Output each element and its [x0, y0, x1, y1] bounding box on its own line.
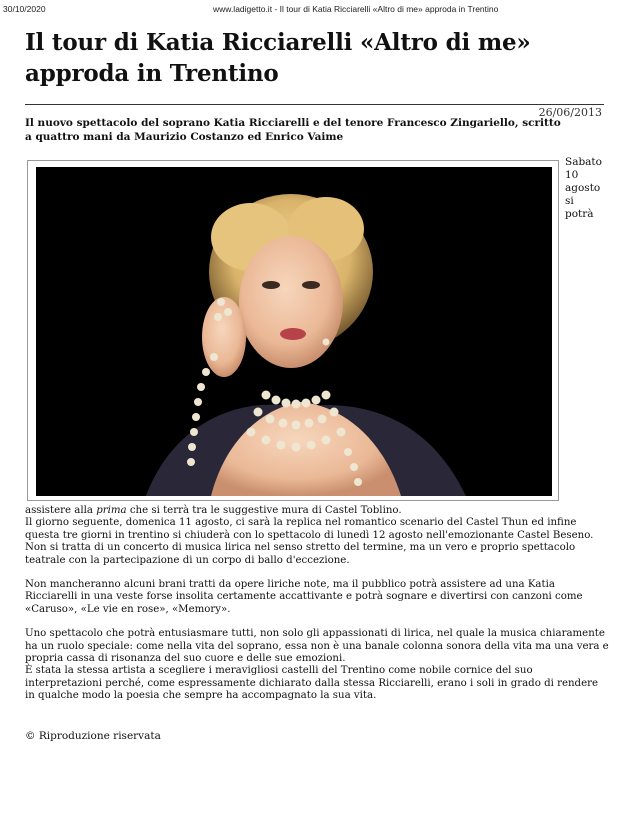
intro-word: 10 — [565, 169, 579, 181]
intro-line — [25, 505, 610, 517]
copyright-notice: © Riproduzione riservata — [25, 730, 161, 742]
portrait-illustration — [36, 167, 552, 496]
paragraph-dates: Il giorno seguente, domenica 11 agosto, ci sarà la replica nel romantico scenario del Castel Thun ed infine questa tre giorni in trentino si chiuderà con lo spettacolo di lunedì 12 agosto nell'emozionante Castel Beseno. — [25, 517, 594, 541]
article-title: Il tour di Katia Ricciarelli «Altro di me» approda in Trentino — [25, 29, 531, 87]
print-source-line: www.ladigetto.it - Il tour di Katia Ricciarelli «Altro di me» approda in Trentino — [213, 4, 499, 14]
intro-before: assistere alla — [25, 505, 97, 516]
publication-date: 26/06/2013 — [538, 106, 602, 119]
paragraph-castles: È stata la stessa artista a scegliere i meravigliosi castelli del Trentino come nobile cornice del suo interpretazioni perché, come espressamente dichiarato dalla stessa Ricciarelli, erano i soli in grado di rendere in qualche modo la poesia che sempre ha accompagnato la sua vita. — [25, 665, 599, 702]
article-photo-frame — [27, 160, 559, 501]
article-body — [25, 505, 610, 715]
article-subtitle: Il nuovo spettacolo del soprano Katia Ricciarelli e del tenore Francesco Zingariello, scritto a quattro mani da Maurizio Costanzo ed Enrico Vaime — [25, 117, 561, 143]
intro-word: potrà — [565, 208, 594, 220]
print-header — [0, 4, 629, 18]
intro-after: che si terrà tra le suggestive mura di Castel Toblino. — [126, 505, 402, 516]
title-divider — [25, 104, 604, 105]
intro-word: Sabato — [565, 156, 602, 168]
paragraph-repertoire: Non mancheranno alcuni brani tratti da opere liriche note, ma il pubblico potrà assistere ad una Katia Ricciarelli in una veste forse insolita certamente accattivante e potrà sognare e divertirsi con canzoni come «Caruso», «Le vie en rose», «Memory». — [25, 579, 583, 615]
article-photo — [36, 167, 552, 496]
paragraph-show-description: Non si tratta di un concerto di musica lirica nel senso stretto del termine, ma un vero e proprio spettacolo teatrale con la partecipazione di un corpo di ballo d'eccezione. — [25, 542, 576, 566]
intro-word: agosto — [565, 182, 601, 194]
intro-word: si — [565, 195, 574, 207]
wrapped-intro-text — [565, 156, 609, 221]
intro-emphasis: prima — [96, 505, 127, 516]
paragraph-music-role: Uno spettacolo che potrà entusiasmare tutti, non solo gli appassionati di lirica, nel quale la musica chiaramente ha un ruolo speciale: come nella vita del soprano, essa non è una banale colonna sonora della vita ma una vera e propria cassa di risonanza del suo cuore e delle sue emozioni. — [25, 628, 609, 665]
print-date: 30/10/2020 — [3, 4, 46, 14]
